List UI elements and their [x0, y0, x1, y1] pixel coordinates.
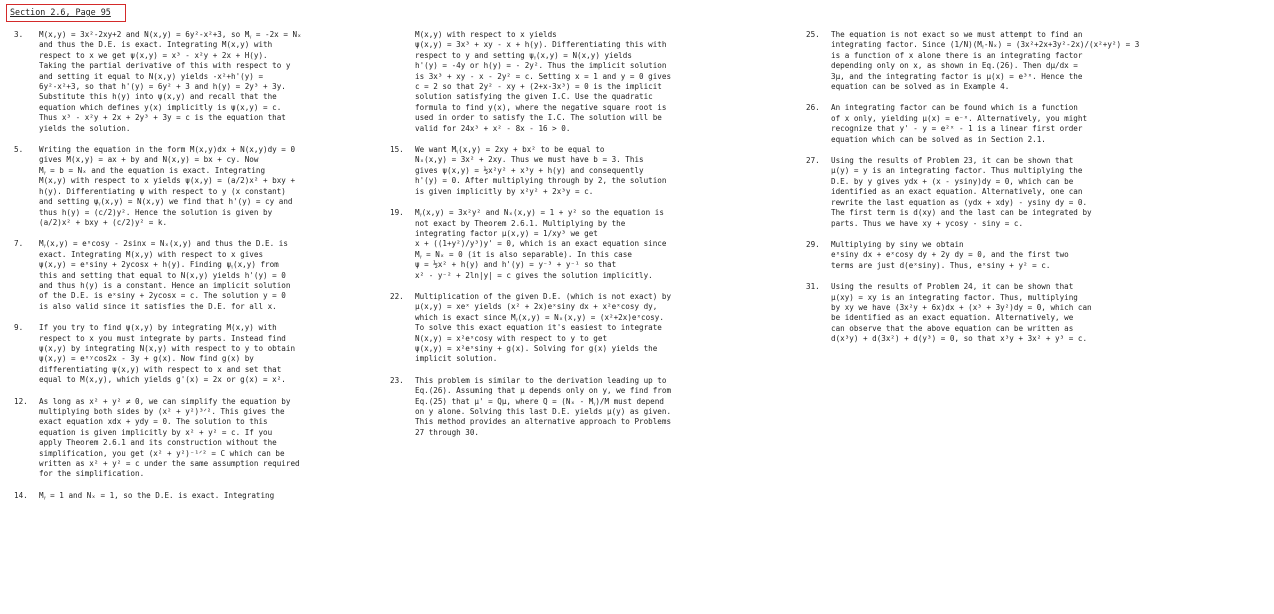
- text-line: equation is given implicitly by x² + y² = c. If you: [39, 427, 273, 437]
- problem-text: [39, 491, 349, 501]
- text-line: used in order to satisfy the I.C. The solution will be: [415, 113, 662, 123]
- text-line: Nₓ(x,y) = 3x² + 2xy. Thus we must have b = 3. This: [415, 155, 644, 165]
- problem-number: 31.: [806, 282, 820, 292]
- text-line: If you try to find ψ(x,y) by integrating M(x,y) with: [39, 323, 277, 333]
- problem-block: [390, 292, 720, 365]
- text-line: Taking the partial derivative of this with respect to y: [39, 61, 291, 71]
- problem-block: [806, 282, 1136, 344]
- problem-number: 3.: [14, 30, 24, 39]
- problem-text: [39, 145, 349, 228]
- problem-block: [390, 208, 720, 281]
- problem-number: 7.: [14, 239, 24, 249]
- text-line: apply Theorem 2.6.1 and its construction without the: [39, 438, 277, 448]
- text-line: ψ(x,y) = eˣsiny + 2ycosx + h(y). Finding ψᵧ(x,y) from: [39, 260, 279, 270]
- text-line: ψ(x,y) = 3x³ + xy - x + h(y). Differentiating this with: [415, 40, 667, 50]
- text-line: formula to find y(x), where the negative square root is: [415, 102, 667, 112]
- text-line: Thus x³ - x²y + 2x + 2y³ + 3y = c is the equation that: [39, 113, 286, 123]
- text-line: ψ = ½x² + h(y) and h'(y) = y⁻³ + y⁻¹ so that: [415, 260, 617, 270]
- problem-block: [14, 397, 349, 480]
- text-line: M(x,y) with respect to x yields: [415, 30, 557, 39]
- text-line: h'(y) = 0. After multiplying through by 2, the solution: [415, 176, 667, 186]
- text-line: Mᵧ = Nₓ = 0 (it is also separable). In this case: [415, 249, 632, 259]
- text-line: ψ(x,y) = eˣʸcos2x - 3y + g(x). Now find g(x) by: [39, 354, 254, 364]
- text-line: equal to M(x,y), which yields g'(x) = 2x or g(x) = x².: [39, 375, 286, 385]
- text-line: x² - y⁻² + 2ln|y| = c gives the solution implicitly.: [415, 270, 653, 280]
- problem-block: [14, 30, 349, 134]
- text-line: respect to x we get ψ(x,y) = x³ - x²y + 2x + H(y).: [39, 50, 268, 60]
- text-line: valid for 24x³ + x² - 8x - 16 > 0.: [415, 123, 571, 133]
- problem-number: 14.: [14, 490, 28, 500]
- text-line: equation can be solved as in Example 4.: [831, 82, 1010, 92]
- text-line: To solve this exact equation it's easiest to integrate: [415, 323, 662, 333]
- text-line: is also valid since it satisfies the D.E. for all x.: [39, 301, 277, 311]
- text-line: (a/2)x² + bxy + (c/2)y² = k.: [39, 217, 168, 227]
- problem-block: [390, 376, 720, 438]
- text-line: An integrating factor can be found which is a function: [831, 103, 1078, 113]
- text-line: not exact by Theorem 2.6.1. Multiplying by the: [415, 218, 626, 228]
- problem-block: [14, 145, 349, 228]
- text-line: As long as x² + y² ≠ 0, we can simplify the equation by: [39, 396, 291, 406]
- text-line: μ(y) = y is an integrating factor. Thus multiplying the: [831, 166, 1083, 176]
- text-line: Writing the equation in the form M(x,y)dx + N(x,y)dy = 0: [39, 145, 296, 155]
- text-line: recognize that y' - y = e²ˣ - 1 is a linear first order: [831, 124, 1083, 134]
- text-line: Eq.(25) that μ' = Qμ, where Q = (Nₓ - Mᵧ)/M must depend: [415, 396, 664, 406]
- text-line: 3μ, and the integrating factor is μ(x) = e³ˣ. Hence the: [831, 71, 1083, 81]
- text-line: of the D.E. is eˣsiny + 2ycosx = c. The solution y = 0: [39, 291, 286, 301]
- problem-text: [39, 239, 349, 312]
- text-line: rewrite the last equation as (ydx + xdy) - ysiny dy = 0.: [831, 197, 1088, 207]
- problem-number: 5.: [14, 145, 24, 155]
- text-line: Mᵧ = b = Nₓ and the equation is exact. Integrating: [39, 165, 266, 175]
- text-line: The equation is not exact so we must attempt to find an: [831, 30, 1083, 39]
- text-line: Mᵧ(x,y) = eˣcosy - 2sinx = Nₓ(x,y) and thus the D.E. is: [39, 239, 288, 249]
- text-line: this and setting that equal to N(x,y) yields h'(y) = 0: [39, 270, 286, 280]
- text-line: h'(y) = -4y or h(y) = - 2y². Thus the implicit solution: [415, 61, 667, 71]
- problem-text: [831, 30, 1139, 92]
- text-line: Substitute this h(y) into ψ(x,y) and recall that the: [39, 92, 277, 102]
- text-line: Using the results of Problem 23, it can be shown that: [831, 156, 1074, 166]
- column-left: [14, 30, 349, 512]
- text-line: 6y²-x²+3, so that h'(y) = 6y² + 3 and h(y) = 2y³ + 3y.: [39, 82, 286, 92]
- text-line: depending only on x, as shown in Eq.(26). Then dμ/dx =: [831, 61, 1078, 71]
- problem-number: 15.: [390, 145, 404, 155]
- text-line: simplification, you get (x² + y²)⁻¹ᐟ² = C which can be: [39, 448, 285, 458]
- problem-block: [806, 103, 1136, 145]
- text-line: which is exact since Mᵧ(x,y) = Nₓ(x,y) = (x²+2x)eˣcosy.: [415, 312, 664, 322]
- text-line: Mᵧ = 1 and Nₓ = 1, so the D.E. is exact. Integrating: [39, 490, 275, 500]
- text-line: μ(xy) = xy is an integrating factor. Thus, multiplying: [831, 292, 1078, 302]
- text-line: yields the solution.: [39, 123, 131, 133]
- text-line: is a function of x alone there is an integrating factor: [831, 50, 1083, 60]
- text-line: identified as an exact equation. Alternatively, one can: [831, 187, 1083, 197]
- problem-number: 12.: [14, 396, 28, 406]
- problem-text: [831, 156, 1136, 229]
- problem-number: 19.: [390, 208, 404, 218]
- text-line: M(x,y) = 3x²-2xy+2 and N(x,y) = 6y²-x²+3, so Mᵧ = -2x = Nₓ: [39, 30, 302, 39]
- text-line: Multiplying by siny we obtain: [831, 239, 964, 249]
- text-line: ψ(x,y) by integrating N(x,y) with respect to y to obtain: [39, 343, 296, 353]
- text-line: Using the results of Problem 24, it can be shown that: [831, 282, 1074, 292]
- problem-text: [831, 282, 1136, 344]
- text-line: gives ψ(x,y) = ½x²y² + x³y + h(y) and consequently: [415, 165, 644, 175]
- problem-text: [415, 30, 720, 134]
- problem-number: 9.: [14, 323, 24, 333]
- problem-number: [390, 30, 415, 134]
- problem-text: [39, 30, 349, 134]
- problem-block: [14, 239, 349, 312]
- problem-text: [831, 240, 1136, 271]
- text-line: for the simplification.: [39, 469, 145, 479]
- column-right: [806, 30, 1140, 356]
- problem-block: [14, 323, 349, 385]
- text-line: Eq.(26). Assuming that μ depends only on y, we find from: [415, 386, 672, 396]
- text-line: equation which defines y(x) implicitly is ψ(x,y) = c.: [39, 102, 282, 112]
- text-line: multiplying both sides by (x² + y²)³ᐟ². This gives the: [39, 407, 285, 416]
- problem-text: [831, 103, 1136, 145]
- text-line: respect to y and setting ψᵧ(x,y) = N(x,y) yields: [415, 50, 632, 60]
- text-line: on y alone. Solving this last D.E. yields μ(y) as given.: [415, 407, 672, 416]
- text-line: is 3x³ + xy - x - 2y² = c. Setting x = 1 and y = 0 gives: [415, 71, 672, 81]
- text-line: exact equation xdx + ydy = 0. The solution to this: [39, 417, 268, 427]
- text-line: h(y). Differentiating ψ with respect to y (x constant): [39, 186, 286, 196]
- problem-number: 29.: [806, 239, 820, 249]
- text-line: differentiating ψ(x,y) with respect to x and set that: [39, 364, 282, 374]
- text-line: and setting it equal to N(x,y) yields -x²+h'(y) =: [39, 71, 264, 81]
- problem-number: 22.: [390, 291, 404, 301]
- problem-block: [806, 30, 1140, 92]
- text-line: eˣsiny dx + eˣcosy dy + 2y dy = 0, and the first two: [831, 250, 1069, 260]
- column-middle: [390, 30, 720, 449]
- text-line: be identified as an exact equation. Alternatively, we: [831, 313, 1074, 323]
- text-line: We want Mᵧ(x,y) = 2xy + bx² to be equal to: [415, 145, 605, 155]
- problem-text: [39, 323, 349, 385]
- text-line: Multiplication of the given D.E. (which is not exact) by: [415, 291, 672, 301]
- problem-block: [390, 145, 720, 197]
- text-line: and thus h(y) is a constant. Hence an implicit solution: [39, 280, 291, 290]
- text-line: integrating factor μ(x,y) = 1/xy³ we get: [415, 228, 598, 238]
- problem-number: 26.: [806, 103, 820, 113]
- problem-text: [415, 376, 720, 438]
- problem-text: [415, 292, 720, 365]
- text-line: thus h(y) = (c/2)y². Hence the solution is given by: [39, 207, 273, 217]
- text-line: M(x,y) with respect to x yields ψ(x,y) = (a/2)x² + bxy +: [39, 176, 296, 186]
- problem-text: [415, 145, 720, 197]
- text-line: written as x² + y² = c under the same assumption required: [39, 459, 300, 469]
- text-line: and thus the D.E. is exact. Integrating M(x,y) with: [39, 40, 273, 50]
- text-line: gives M(x,y) = ax + by and N(x,y) = bx + cy. Now: [39, 155, 259, 165]
- problem-number: 23.: [390, 375, 404, 385]
- text-line: c = 2 so that 2y² - xy + (2+x-3x³) = 0 is the implicit: [415, 82, 662, 92]
- text-line: x + ((1+y²)/y³)y' = 0, which is an exact equation since: [415, 239, 667, 249]
- text-line: of x only, yielding μ(x) = e⁻ˣ. Alternatively, you might: [831, 113, 1088, 123]
- text-line: N(x,y) = x²eˣcosy with respect to y to get: [415, 333, 608, 343]
- text-line: 27 through 30.: [415, 427, 480, 437]
- problem-number: 27.: [806, 156, 820, 166]
- text-line: exact. Integrating M(x,y) with respect to x gives: [39, 249, 264, 259]
- problem-block: [14, 491, 349, 501]
- text-line: Mᵧ(x,y) = 3x²y² and Nₓ(x,y) = 1 + y² so the equation is: [415, 208, 664, 218]
- text-line: The first term is d(xy) and the last can be integrated by: [831, 208, 1092, 218]
- problem-block: [806, 156, 1136, 229]
- problem-text: [415, 208, 720, 281]
- text-line: respect to x you must integrate by parts. Instead find: [39, 333, 286, 343]
- problem-block: [390, 30, 720, 134]
- text-line: terms are just d(eˣsiny). Thus, eˣsiny + y² = c.: [831, 260, 1051, 270]
- text-line: integrating factor. Since (1/N)(Mᵧ-Nₓ) = (3x²+2x+3y²-2x)/(x²+y²) = 3: [831, 40, 1140, 50]
- text-line: μ(x,y) = xeˣ yields (x² + 2x)eˣsiny dx + x²eˣcosy dy,: [415, 302, 658, 312]
- text-line: This method provides an alternative approach to Problems: [415, 417, 672, 427]
- text-line: D.E. by y gives ydx + (x - ysiny)dy = 0, which can be: [831, 176, 1074, 186]
- text-line: equation which can be solved as in Section 2.1.: [831, 134, 1046, 144]
- text-line: This problem is similar to the derivation leading up to: [415, 375, 667, 385]
- section-header: Section 2.6, Page 95: [6, 4, 126, 22]
- text-line: is given implicitly by x²y² + 2x³y = c.: [415, 186, 594, 196]
- problem-number: 25.: [806, 30, 820, 39]
- text-line: solution satisfying the given I.C. Use the quadratic: [415, 92, 653, 102]
- text-line: ψ(x,y) = x²eˣsiny + g(x). Solving for g(x) yields the: [415, 343, 658, 353]
- text-line: can observe that the above equation can be written as: [831, 323, 1074, 333]
- text-line: parts. Thus we have xy + ycosy - siny = c.: [831, 218, 1024, 228]
- problem-block: [806, 240, 1136, 271]
- text-line: and setting ψᵧ(x,y) = N(x,y) we find that h'(y) = cy and: [39, 197, 293, 207]
- text-line: implicit solution.: [415, 354, 498, 364]
- text-line: d(x³y) + d(3x²) + d(y³) = 0, so that x³y + 3x² + y³ = c.: [831, 334, 1088, 344]
- problem-text: [39, 397, 349, 480]
- text-line: by xy we have (3x²y + 6x)dx + (x³ + 3y²)dy = 0, which can: [831, 302, 1092, 312]
